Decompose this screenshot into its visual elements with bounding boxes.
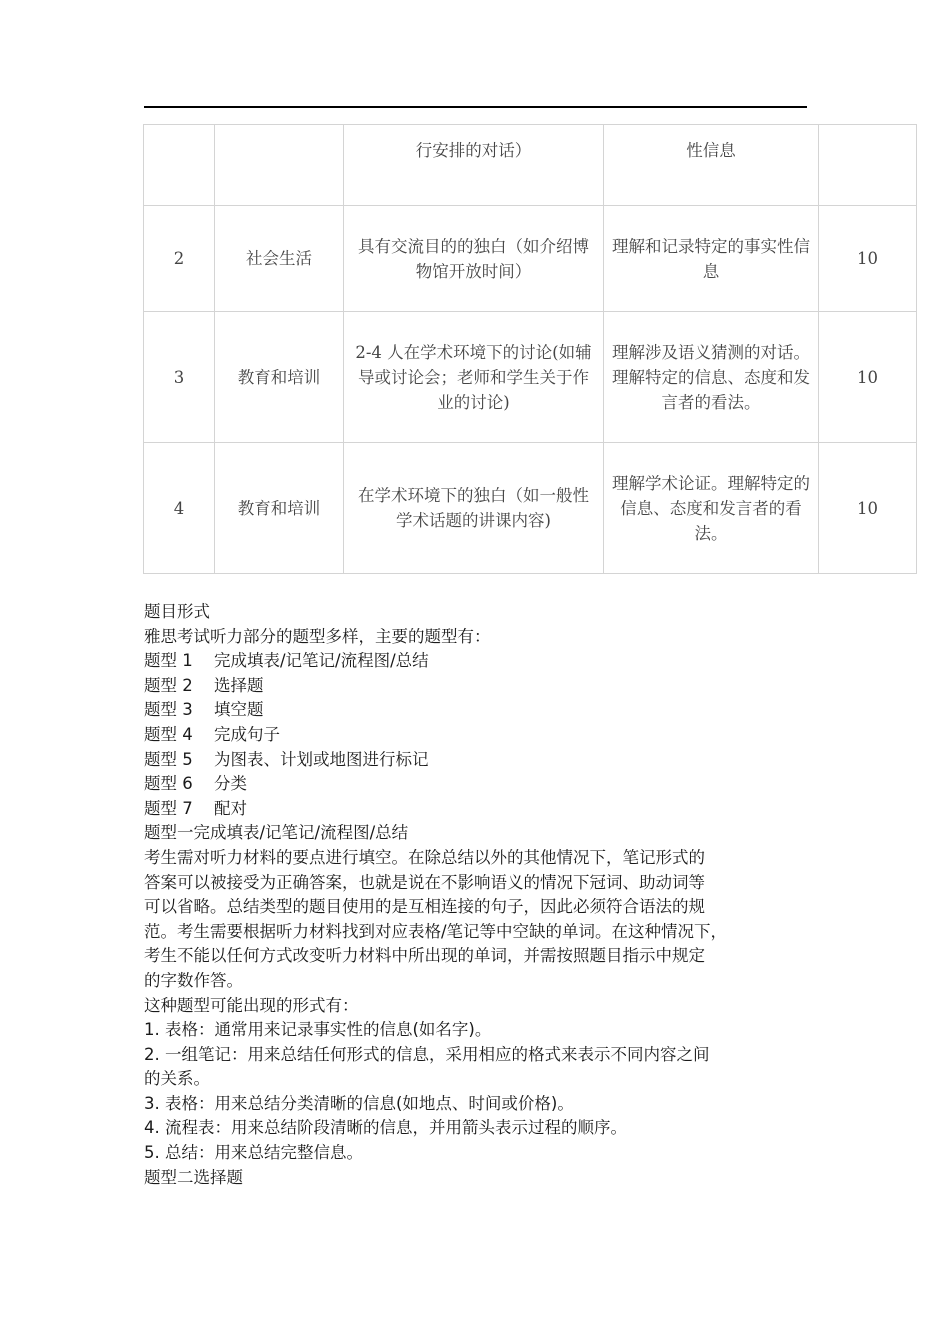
paragraph-line: 答案可以被接受为正确答案，也就是说在不影响语义的情况下冠词、助动词等 (144, 872, 705, 892)
section-title: 题目形式 (144, 602, 210, 621)
question-count-cell (819, 125, 917, 206)
form-item-line: 的关系。 (144, 1069, 210, 1089)
material-cell: 具有交流目的的独白（如介绍博物馆开放时间） (344, 206, 604, 312)
question-type-label: 题型 2 (144, 675, 193, 695)
question-type-name: 完成句子 (214, 724, 280, 744)
table-row (144, 443, 917, 574)
material-cell: 行安排的对话） (344, 125, 604, 206)
skill-cell: 理解涉及语义猜测的对话。理解特定的信息、态度和发言者的看法。 (604, 312, 819, 443)
intro-paragraph: 雅思考试听力部分的题型多样，主要的题型有： (144, 626, 491, 646)
section-number-cell: 4 (144, 443, 215, 574)
skill-cell: 理解学术论证。理解特定的信息、态度和发言者的看法。 (604, 443, 819, 574)
question-type-label: 题型 1 (144, 651, 193, 671)
question-type-label: 题型 4 (144, 724, 193, 744)
form-item-line: 1. 表格：通常用来记录事实性的信息(如名字)。 (144, 1020, 492, 1040)
form-item-line: 2. 一组笔记：用来总结任何形式的信息，采用相应的格式来表示不同内容之间 (144, 1044, 710, 1064)
question-type-name: 填空题 (214, 700, 264, 720)
table-row (144, 312, 917, 443)
question-type-item (144, 674, 824, 699)
paragraph-line: 考生需对听力材料的要点进行填空。在除总结以外的其他情况下，笔记形式的 (144, 847, 705, 867)
topic-cell: 教育和培训 (215, 443, 344, 574)
section-number-cell: 3 (144, 312, 215, 443)
form-item-line: 4. 流程表：用来总结阶段清晰的信息，并用箭头表示过程的顺序。 (144, 1118, 627, 1138)
question-type-item (144, 772, 824, 797)
question-type-item (144, 723, 824, 748)
type2-heading: 题型二选择题 (144, 1167, 243, 1187)
material-cell: 2-4 人在学术环境下的讨论(如辅导或讨论会；老师和学生关于作业的讨论) (344, 312, 604, 443)
document-body (144, 600, 824, 1190)
form-item-line: 5. 总结：用来总结完整信息。 (144, 1143, 363, 1163)
paragraph-line: 的字数作答。 (144, 970, 243, 990)
paragraph-line: 范。考生需要根据听力材料找到对应表格/笔记等中空缺的单词。在这种情况下， (144, 921, 728, 941)
question-type-label: 题型 5 (144, 749, 193, 769)
question-type-item (144, 748, 824, 773)
question-type-name: 完成填表/记笔记/流程图/总结 (214, 651, 429, 671)
skill-cell: 性信息 (604, 125, 819, 206)
question-type-item (144, 649, 824, 674)
section-number-cell: 2 (144, 206, 215, 312)
question-count-cell: 10 (819, 443, 917, 574)
section-number-cell (144, 125, 215, 206)
paragraph-line: 考生不能以任何方式改变听力材料中所出现的单词，并需按照题目指示中规定 (144, 946, 705, 966)
topic-cell: 教育和培训 (215, 312, 344, 443)
question-type-name: 选择题 (214, 675, 264, 695)
question-type-label: 题型 6 (144, 774, 193, 794)
question-type-label: 题型 3 (144, 700, 193, 720)
forms-intro: 这种题型可能出现的形式有： (144, 995, 359, 1015)
type1-heading: 题型一完成填表/记笔记/流程图/总结 (144, 823, 409, 843)
question-type-label: 题型 7 (144, 798, 193, 818)
form-item-line: 3. 表格：用来总结分类清晰的信息(如地点、时间或价格)。 (144, 1093, 574, 1113)
header-rule (144, 106, 807, 108)
question-count-cell: 10 (819, 206, 917, 312)
paragraph-line: 可以省略。总结类型的题目使用的是互相连接的句子，因此必须符合语法的规 (144, 897, 705, 917)
question-count-cell: 10 (819, 312, 917, 443)
question-type-name: 分类 (214, 774, 247, 794)
question-type-item (144, 698, 824, 723)
topic-cell: 社会生活 (215, 206, 344, 312)
material-cell: 在学术环境下的独白（如一般性学术话题的讲课内容) (344, 443, 604, 574)
skill-cell: 理解和记录特定的事实性信息 (604, 206, 819, 312)
topic-cell (215, 125, 344, 206)
table-row (144, 206, 917, 312)
table-row (144, 125, 917, 206)
listening-sections-table (143, 124, 917, 574)
question-type-name: 为图表、计划或地图进行标记 (214, 749, 429, 769)
question-type-item (144, 797, 824, 822)
question-type-name: 配对 (214, 798, 247, 818)
